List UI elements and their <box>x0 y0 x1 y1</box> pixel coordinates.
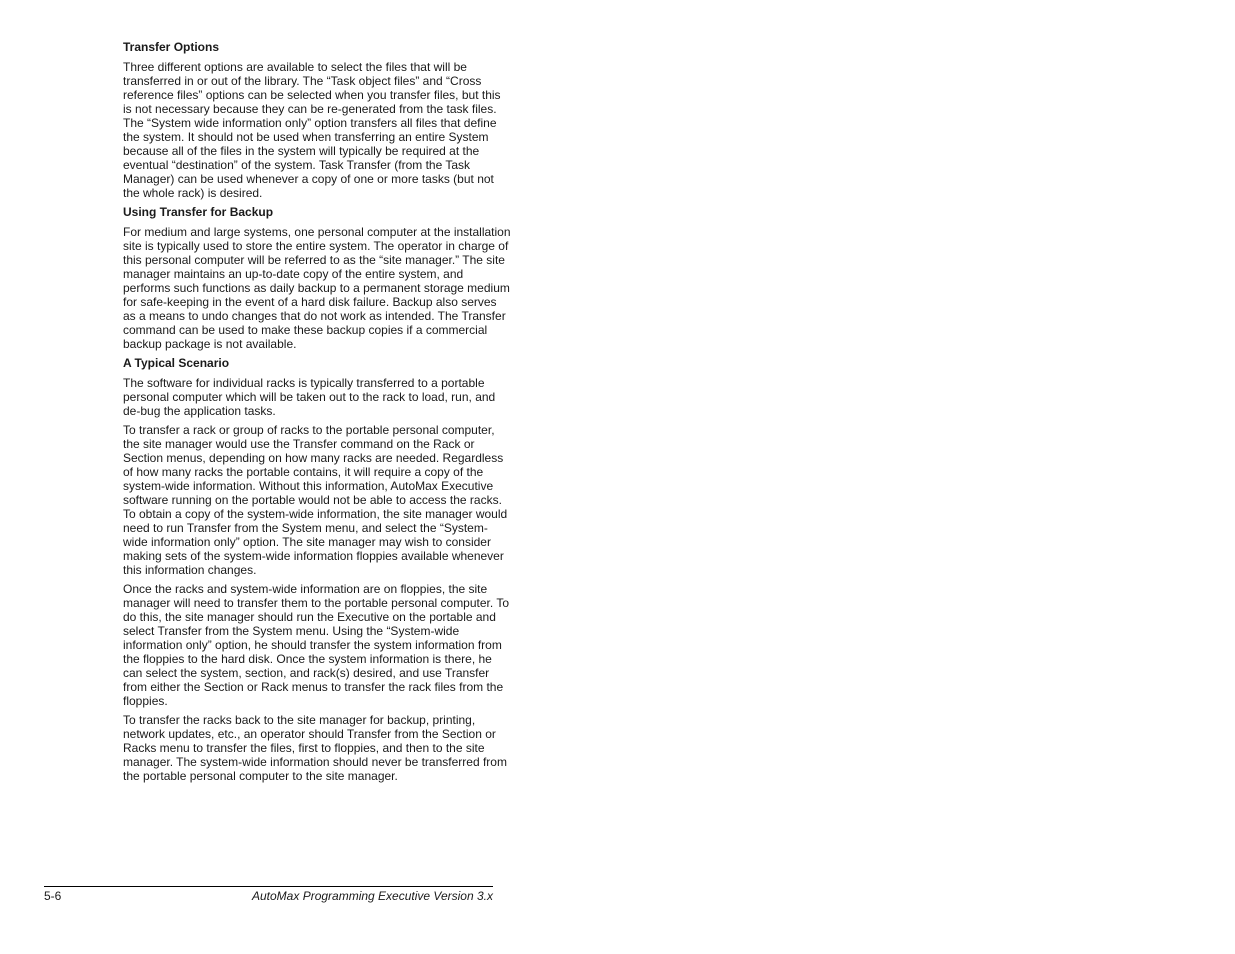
paragraph: For medium and large systems, one personal computer at the installation site is typically used to store the entire system. The operator in charge of this personal computer will be referred to as the “site manager.” The site manager maintains an up-to-date copy of the entire system, and performs such functions as daily backup to a permanent storage medium for safe-keeping in the event of a hard disk failure. Backup also serves as a means to undo changes that do not work as intended. The Transfer command can be used to make these backup copies if a commercial backup package is not available. <box>123 225 511 351</box>
paragraph: The software for individual racks is typically transferred to a portable personal computer which will be taken out to the rack to load, run, and de-bug the application tasks. <box>123 376 496 418</box>
footer-divider <box>44 886 493 887</box>
footer-document-title: AutoMax Programming Executive Version 3.x <box>252 889 493 903</box>
section-transfer-options <box>123 40 511 200</box>
section-using-transfer-for-backup <box>123 205 511 351</box>
section-typical-scenario <box>123 356 511 783</box>
body-column <box>123 40 511 788</box>
page-number: 5-6 <box>44 889 62 903</box>
paragraph: To transfer a rack or group of racks to the portable personal computer, the site manager would use the Transfer command on the Rack or Section menus, depending on how many racks are needed. Regardless of how many racks the portable contains, it will require a copy of the system-wide information. Without this information, AutoMax Executive software running on the portable would not be able to access the racks. To obtain a copy of the system-wide information, the site manager would need to run Transfer from the System menu, and select the “System-wide information only” option. The site manager may wish to consider making sets of the system-wide information floppies available whenever this information changes. <box>123 423 508 577</box>
paragraph: To transfer the racks back to the site manager for backup, printing, network updates, etc., an operator should Transfer from the Section or Racks menu to transfer the files, first to floppies, and then to the site manager. The system-wide information should never be transferred from the portable personal computer to the site manager. <box>123 713 507 783</box>
section-heading: Transfer Options <box>123 40 220 54</box>
section-heading: Using Transfer for Backup <box>123 205 274 219</box>
paragraph: Three different options are available to select the files that will be transferred in or out of the library. The “Task object files” and “Cross reference files” options can be selected when you transfer files, but this is not necessary because they can be re-generated from the task files. The “System wide information only” option transfers all files that define the system. It should not be used when transferring an entire System because all of the files in the system will typically be required at the eventual “destination” of the system. Task Transfer (from the Task Manager) can be used whenever a copy of one or more tasks (but not the whole rack) is desired. <box>123 60 501 200</box>
paragraph: Once the racks and system-wide information are on floppies, the site manager will need to transfer them to the portable personal computer. To do this, the site manager should run the Executive on the portable and select Transfer from the System menu. Using the “System-wide information only” option, he should transfer the system information from the floppies to the hard disk. Once the system information is there, he can select the system, section, and rack(s) desired, and use Transfer from either the Section or Rack menus to transfer the rack files from the floppies. <box>123 582 509 708</box>
section-heading: A Typical Scenario <box>123 356 230 370</box>
